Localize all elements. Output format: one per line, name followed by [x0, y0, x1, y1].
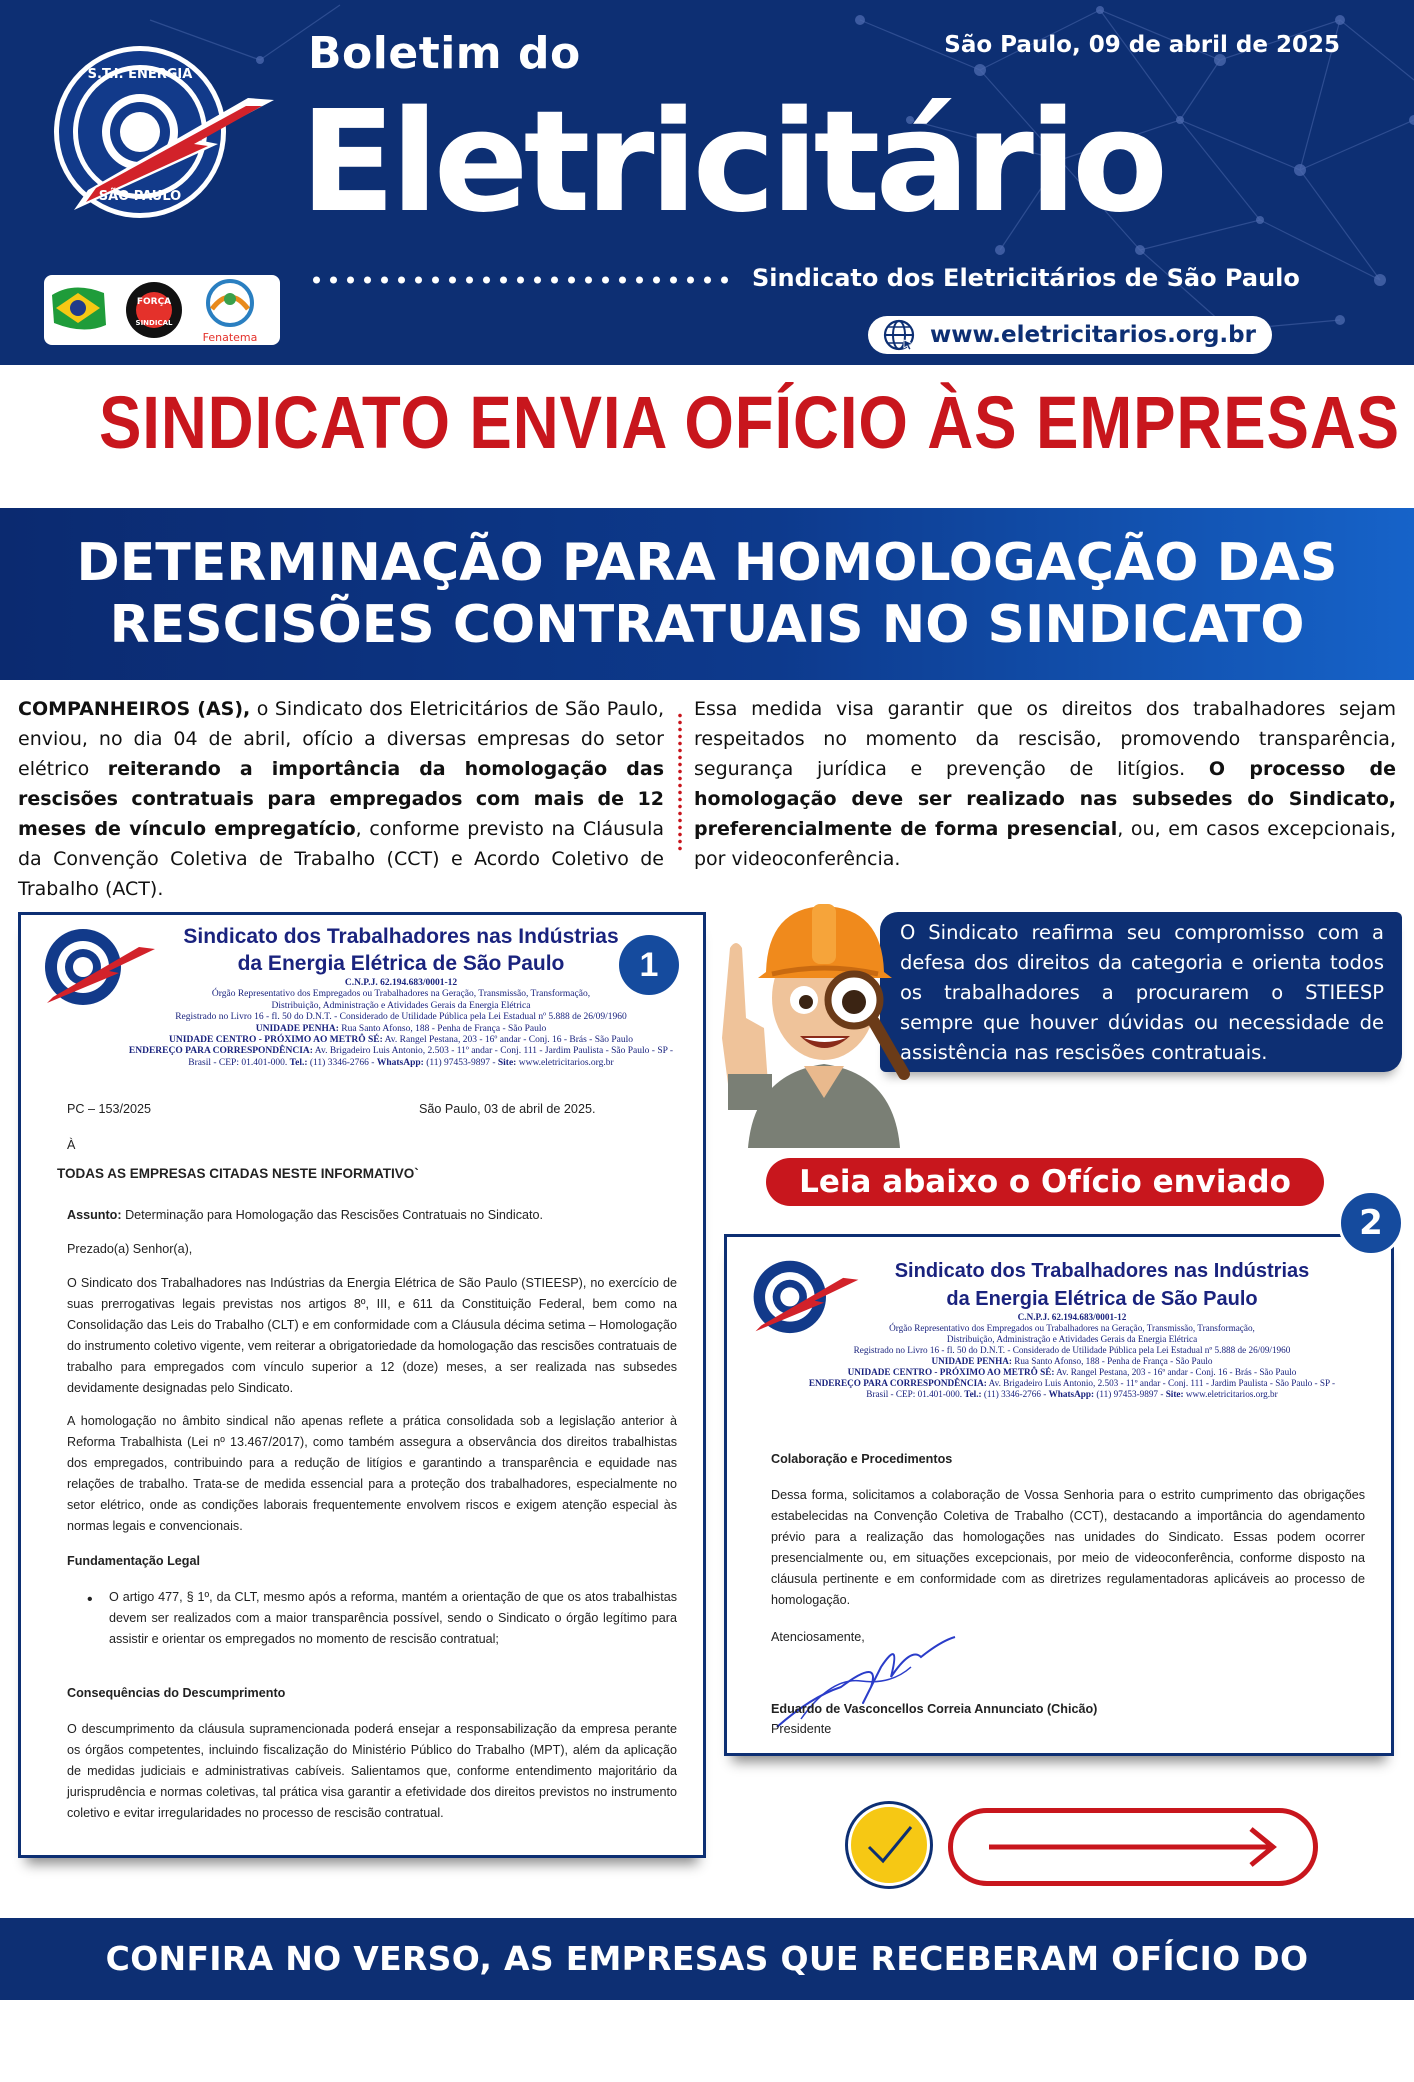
- document-to: À: [67, 1138, 76, 1152]
- partner-logos: [44, 275, 280, 345]
- svg-text:Fenatema: Fenatema: [202, 331, 258, 344]
- info-callout: O Sindicato reafirma seu compromisso com a defesa dos direitos da categoria e orienta todos os trabalhadores a procurarem o STIEESP sempre que houver dúvidas ou necessidade de assistência nas rescisões contratuais.: [880, 912, 1402, 1072]
- svg-text:S.T.I. ENERGIA: S.T.I. ENERGIA: [87, 67, 193, 82]
- letterhead-details: C.N.P.J. 62.194.683/0001-12 Órgão Representativo dos Empregados ou Trabalhadores na Geração, Transmissão, Transformação, Distribuição, Administração e Atividades Gerais da Energia Elétrica Registrado no Livro 16 - fl. 50 do D.N.T. - Considerado de Utilidade Pública pela Lei Estadual nº 5.888 de 26/09/1960 UNIDADE PENHA: Rua Santo Afonso, 188 - Penha de França - São Paulo UNIDADE CENTRO - PRÓXIMO AO METRÔ SÉ: Av. Rangel Pestana, 203 - 16º andar - Conj. 16 - Brás - São Paulo ENDEREÇO PARA CORRESPONDÊNCIA: Av. Brigadeiro Luis Antonio, 2.503 - 11º andar - Conj. 111 - Jardim Paulista - São Paulo - SP - Brasil - CEP: 01.401-000. Tel.: (11) 3346-2766 - WhatsApp: (11) 97453-9897 - Site: www.eletricitarios.org.br: [808, 1312, 1336, 1399]
- bullet-icon: •: [87, 1591, 93, 1608]
- forca-sindical-logo: [126, 282, 182, 338]
- masthead-small-title: Boletim do: [308, 28, 581, 79]
- document-paragraph-2: A homologação no âmbito sindical não apenas reflete a prática consolidada sob a legislação anterior à Reforma Trabalhista (Lei nº 13.467/2017), como também assegura a observância dos direitos trabalhistas dos empregados, contribuindo para a redução de litígios e garantindo a transparência e equidade nas relações de trabalho. Trata-se de medida essencial para a proteção dos trabalhadores, especialmente no setor elétrico, onde as condições laborais frequentemente envolvem riscos e exigem atenção especial às normas legais e convencionais.: [67, 1414, 677, 1533]
- svg-text:FORÇA: FORÇA: [136, 297, 172, 307]
- masthead-subtitle: Sindicato dos Eletricitários de São Paulo: [752, 264, 1300, 292]
- svg-text:SINDICAL: SINDICAL: [135, 319, 173, 327]
- document-recipients: TODAS AS EMPRESAS CITADAS NESTE INFORMATIVO`: [57, 1166, 419, 1181]
- issue-date: São Paulo, 09 de abril de 2025: [944, 32, 1340, 58]
- svg-text:SÃO PAULO: SÃO PAULO: [98, 189, 182, 204]
- footer-banner: CONFIRA NO VERSO, AS EMPRESAS QUE RECEBERAM OFÍCIO DO SINDICATO: [0, 1918, 1414, 2000]
- letterhead-org: Sindicato dos Trabalhadores nas Indústrias da Energia Elétrica de São Paulo: [183, 925, 619, 975]
- document-greeting: Prezado(a) Senhor(a),: [67, 1242, 193, 1256]
- document-closing: Atenciosamente,: [771, 1630, 865, 1644]
- document-number-badge: 1: [619, 935, 679, 995]
- document-heading-collaboration: Colaboração e Procedimentos: [771, 1452, 953, 1466]
- document-paragraph-collaboration: Dessa forma, solicitamos a colaboração de Vossa Senhoria para o estrito cumprimento das obrigações estabelecidas na Convenção Coletiva de Trabalho (CCT), destacando a importância do agendamento prévio para a realização das homologações nas unidades do Sindicato. Essas podem ocorrer presencialmente ou, em situações excepcionais, por meio de videoconferência, conforme disposto na cláusula pertinente e em conformidade com as diretrizes regulamentadoras aplicáveis ao processo de homologação.: [771, 1488, 1365, 1607]
- document-paragraph-3: O descumprimento da cláusula supramencionada poderá ensejar a responsabilização da empresa perante os órgãos competentes, incluindo fiscalização do Ministério Público do Trabalho (MPT), além da aplicação de medidas judiciais e administrativas cabíveis. Salientamos que, conforme entendimento majoritário da jurisprudência e normas coletivas, tal prática visa garantir a efetividade dos direitos previstos no instrumento coletivo e evitar irregularidades no processo de rescisão contratual.: [67, 1722, 677, 1820]
- document-reference: PC – 153/2025: [67, 1102, 152, 1116]
- document-bullet: O artigo 477, § 1º, da CLT, mesmo após a reforma, mantém a orientação de que os atos trabalhistas devem ser realizados com a maior transparência possível, sendo o Sindicato o órgão legítimo para assistir e orientar os empregados no momento de rescisão contratual;: [109, 1590, 677, 1646]
- worker-with-magnifier-illustration: [708, 888, 938, 1148]
- fenatema-logo: [203, 281, 258, 344]
- document-number-badge: 2: [1338, 1190, 1404, 1256]
- banner-line-2: RESCISÕES CONTRATUAIS NO SINDICATO: [109, 595, 1305, 655]
- intro-text: , ou, em casos excepcionais, por videoconferência.: [694, 818, 1396, 870]
- letterhead-details: C.N.P.J. 62.194.683/0001-12 Órgão Representativo dos Empregados ou Trabalhadores na Geração, Transmissão, Transformação, Distribuição, Administração e Atividades Gerais da Energia Elétrica Registrado no Livro 16 - fl. 50 do D.N.T. - Considerado de Utilidade Pública pela Lei Estadual nº 5.888 de 26/09/1960 UNIDADE PENHA: Rua Santo Afonso, 188 - Penha de França - São Paulo UNIDADE CENTRO - PRÓXIMO AO METRÔ SÉ: Av. Rangel Pestana, 203 - 16º andar - Conj. 16 - Brás - São Paulo ENDEREÇO PARA CORRESPONDÊNCIA: Av. Brigadeiro Luis Antonio, 2.503 - 11º andar - Conj. 111 - Jardim Paulista - São Paulo - SP - Brasil - CEP: 01.401-000. Tel.: (11) 3346-2766 - WhatsApp: (11) 97453-9897 - Site: www.eletricitarios.org.br: [128, 978, 674, 1068]
- document-subject: Assunto: Determinação para Homologação das Rescisões Contratuais no Sindicato.: [67, 1208, 543, 1222]
- header: [0, 0, 1414, 365]
- document-date: São Paulo, 03 de abril de 2025.: [419, 1102, 596, 1116]
- oficio-page-2: [724, 1234, 1394, 1756]
- read-below-label: Leia abaixo o Ofício enviado: [766, 1158, 1324, 1206]
- intro-emphasis: O processo de homologação deve ser realizado nas subsedes do Sindicato, preferencialmente de forma presencial: [694, 758, 1396, 840]
- document-paragraph-1: O Sindicato dos Trabalhadores nas Indústrias da Energia Elétrica de São Paulo (STIEESP), no exercício de suas prerrogativas legais previstas nos artigos 8º, III, e 611 da Constituição Federal, bem como na Consolidação das Leis do Trabalho (CLT) e em conformidade com a Cláusula décima setima – Homologação do instrumento coletivo vigente, vem reiterar a obrigatoriedade da homologação das rescisões contratuais de trabalho para empregados com vínculo superior a 12 (doze) meses, a ser realizada nas subsedes devidamente designadas pelo Sindicato.: [67, 1276, 677, 1395]
- document-heading-legal: Fundamentação Legal: [67, 1554, 200, 1568]
- banner-line-1: DETERMINAÇÃO PARA HOMOLOGAÇÃO DAS: [76, 533, 1338, 593]
- checkmark-icon: [848, 1804, 930, 1886]
- intro-lead: COMPANHEIROS (AS),: [18, 698, 251, 720]
- signer-role: Presidente: [771, 1722, 832, 1736]
- intro-emphasis: reiterando a importância da homologação das rescisões contratuais para empregados com mais de 12 meses de vínculo empregatício: [18, 758, 664, 840]
- subject-banner: [0, 508, 1414, 680]
- intro-left-column: [18, 694, 664, 904]
- union-logo: [48, 40, 288, 220]
- oficio-page-1: [18, 912, 706, 1858]
- intro-text: o Sindicato dos Eletricitários de São Paulo, enviou, no dia 04 de abril, ofício a diversas empresas do setor elétrico: [18, 698, 665, 780]
- document-heading-consequences: Consequências do Descumprimento: [67, 1686, 286, 1700]
- intro-text: Essa medida visa garantir que os direitos dos trabalhadores sejam respeitados no momento da rescisão, promovendo transparência, segurança jurídica e prevenção de litígios.: [694, 698, 1396, 780]
- intro-right-column: [694, 694, 1396, 874]
- dotted-divider: [308, 272, 728, 288]
- main-headline: SINDICATO ENVIA OFÍCIO ÀS EMPRESAS: [98, 381, 1400, 464]
- website-link[interactable]: www.eletricitarios.org.br: [930, 322, 1256, 348]
- masthead-title: Eletricitário: [300, 81, 1164, 244]
- website-pill[interactable]: [868, 316, 1272, 354]
- signer-name: Eduardo de Vasconcellos Correia Annunciato (Chicão): [771, 1702, 1098, 1716]
- globe-icon: [882, 318, 916, 352]
- arrow-right-icon: [948, 1808, 1318, 1886]
- flag-brazil-logo: [52, 287, 106, 329]
- intro-text: , conforme previsto na Cláusula da Convenção Coletiva de Trabalho (CCT) e Acordo Coletivo de Trabalho (ACT).: [18, 818, 664, 900]
- column-divider: [678, 712, 682, 852]
- letterhead-org: Sindicato dos Trabalhadores nas Indústrias da Energia Elétrica de São Paulo: [894, 1260, 1310, 1310]
